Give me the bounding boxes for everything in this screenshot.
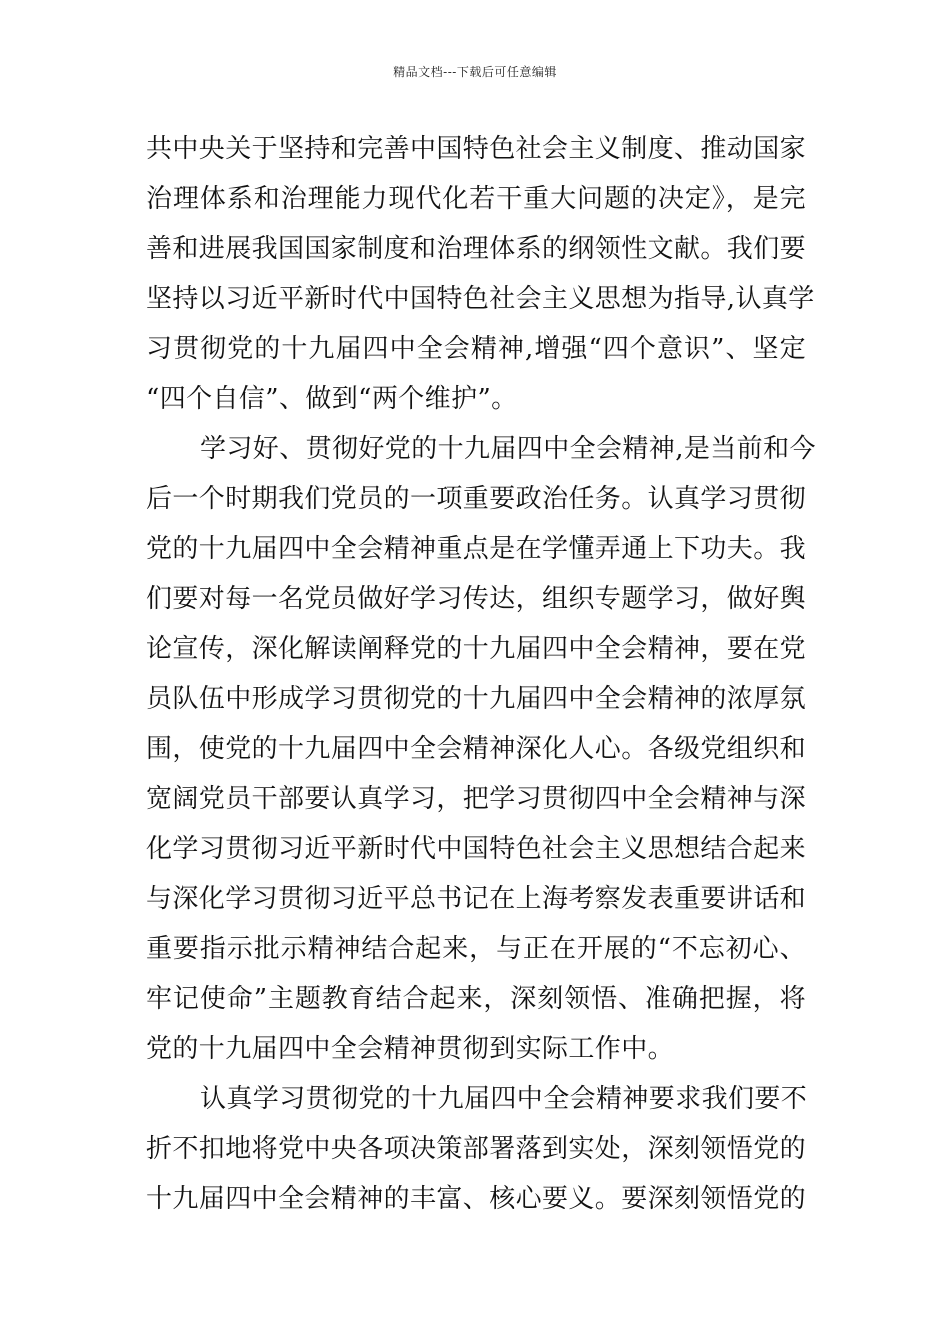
paragraph-1 [146,124,815,424]
page-header: 精品文档---下载后可任意编辑 [393,65,557,79]
text-line: 宽阔党员干部要认真学习，把学习贯彻四中全会精神与深 [146,784,807,814]
text-line: 党的十九届四中全会精神贯彻到实际工作中。 [146,1034,675,1064]
text-line: “四个自信”、做到“两个维护”。 [146,384,518,414]
text-line: 十九届四中全会精神的丰富、核心要义。要深刻领悟党的 [146,1184,807,1214]
text-line: 们要对每一名党员做好学习传达，组织专题学习，做好舆 [146,584,807,614]
text-line: 论宣传，深化解读阐释党的十九届四中全会精神，要在党 [146,634,807,664]
paragraph-2 [146,424,816,1074]
text-line: 学习好、贯彻好党的十九届四中全会精神,是当前和今 [200,434,816,464]
text-line: 牢记使命”主题教育结合起来，深刻领悟、准确把握，将 [146,984,806,1014]
paragraph-3 [146,1074,806,1224]
text-line: 重要指示批示精神结合起来，与正在开展的“不忘初心、 [146,934,806,964]
text-line: 后一个时期我们党员的一项重要政治任务。认真学习贯彻 [146,484,807,514]
text-line: 围，使党的十九届四中全会精神深化人心。各级党组织和 [146,734,807,764]
text-line: 共中央关于坚持和完善中国特色社会主义制度、推动国家 [146,134,807,164]
text-line: 认真学习贯彻党的十九届四中全会精神要求我们要不 [200,1084,808,1114]
text-line: 善和进展我国国家制度和治理体系的纲领性文献。我们要 [146,234,807,264]
text-line: 习贯彻党的十九届四中全会精神,增强“四个意识”、坚定 [146,334,806,364]
text-line: 党的十九届四中全会精神重点是在学懂弄通上下功夫。我 [146,534,807,564]
document-body [146,124,816,1224]
text-line: 员队伍中形成学习贯彻党的十九届四中全会精神的浓厚氛 [146,684,807,714]
text-line: 折不扣地将党中央各项决策部署落到实处，深刻领悟党的 [146,1134,807,1164]
text-line: 化学习贯彻习近平新时代中国特色社会主义思想结合起来 [146,834,807,864]
text-line: 治理体系和治理能力现代化若干重大问题的决定》，是完 [146,184,806,214]
text-line: 坚持以习近平新时代中国特色社会主义思想为指导,认真学 [146,284,815,314]
text-line: 与深化学习贯彻习近平总书记在上海考察发表重要讲话和 [146,884,807,914]
